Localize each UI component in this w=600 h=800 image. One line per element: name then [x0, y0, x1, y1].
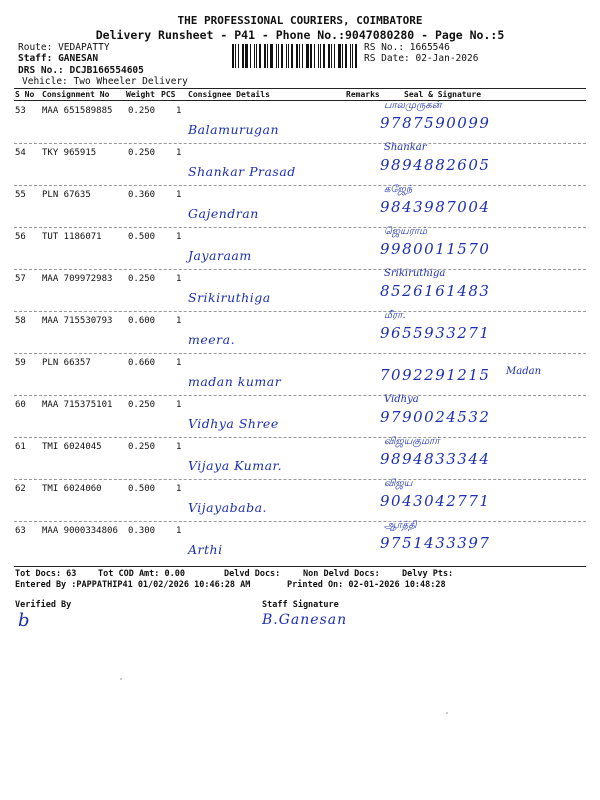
- barcode-bar: [254, 44, 255, 68]
- row-signature: கஜேந்: [384, 184, 413, 195]
- staff-line: [18, 53, 98, 64]
- row-sno: 53: [15, 106, 26, 116]
- barcode-bar: [338, 44, 341, 68]
- row-consignment-no: MAA 9000334806: [42, 526, 118, 536]
- barcode-bar: [302, 44, 303, 68]
- row-weight: 0.360: [128, 190, 156, 200]
- barcode-bar: [238, 44, 239, 68]
- row-consignment-no: PLN 67635: [42, 190, 91, 200]
- row-consignee-name: Vijayababa.: [188, 500, 268, 515]
- barcode-bar: [350, 44, 351, 68]
- row-phone: 9980011570: [380, 240, 491, 258]
- barcode-bar: [296, 44, 298, 68]
- barcode-bar: [286, 44, 287, 68]
- consignment-row: [0, 228, 600, 270]
- barcode-bar: [250, 44, 251, 68]
- consignment-row: [0, 270, 600, 312]
- entered-by: Entered By :PAPPATHIP41 01/02/2026 10:46:28 AM: [15, 580, 251, 590]
- barcode-bar: [310, 44, 312, 68]
- vehicle-label: Vehicle:: [22, 76, 68, 87]
- col-header-consignee: Consignee Details: [188, 90, 270, 99]
- row-signature: விஜயகுமார்: [384, 436, 440, 447]
- staff-signature-label: Staff Signature: [262, 600, 339, 610]
- row-phone: 9894833344: [380, 450, 491, 468]
- col-header-remarks: Remarks: [346, 90, 380, 99]
- row-pcs: 1: [176, 274, 182, 284]
- row-phone: 9843987004: [380, 198, 491, 216]
- barcode-bar: [245, 44, 248, 68]
- route-line: [18, 42, 110, 53]
- consignment-row: [0, 480, 600, 522]
- scan-speck: [120, 678, 122, 680]
- rs-no-label: RS No.:: [364, 42, 405, 53]
- rs-date-line: [364, 53, 478, 64]
- row-signature: ஜெயராம்: [384, 226, 428, 237]
- drs-label: DRS No.:: [18, 65, 64, 76]
- header-rule-bottom: [14, 100, 586, 101]
- row-phone: 7092291215: [380, 366, 491, 384]
- total-cod: Tot COD Amt: 0.00: [98, 569, 185, 579]
- row-pcs: 1: [176, 316, 182, 326]
- header-rule-top: [14, 88, 586, 89]
- staff-label: Staff:: [18, 53, 53, 64]
- non-delivered-docs: Non Delvd Docs:: [303, 569, 380, 579]
- row-sno: 54: [15, 148, 26, 158]
- row-sno: 61: [15, 442, 26, 452]
- row-signature: Srikiruthiga: [384, 268, 446, 279]
- barcode-bar: [288, 44, 289, 68]
- barcode-bar: [276, 44, 277, 68]
- row-signature: மீரா.: [384, 310, 406, 321]
- row-weight: 0.500: [128, 232, 156, 242]
- barcode-bar: [306, 44, 309, 68]
- barcode-bar: [345, 44, 347, 68]
- barcode: [232, 44, 360, 68]
- printed-on: Printed On: 02-01-2026 10:48:28: [287, 580, 446, 590]
- consignment-row: [0, 144, 600, 186]
- barcode-bar: [270, 44, 273, 68]
- row-weight: 0.250: [128, 274, 156, 284]
- staff-handwritten-signature: B.Ganesan: [262, 612, 348, 628]
- row-consignment-no: MAA 715530793: [42, 316, 113, 326]
- row-weight: 0.250: [128, 400, 156, 410]
- row-consignee-name: Vijaya Kumar.: [188, 458, 283, 473]
- route-value: VEDAPATTY: [58, 42, 110, 53]
- barcode-bar: [242, 44, 244, 68]
- row-consignment-no: MAA 651589885: [42, 106, 113, 116]
- barcode-bar: [281, 44, 283, 68]
- barcode-bar: [318, 44, 319, 68]
- row-sno: 58: [15, 316, 26, 326]
- row-consignee-name: Gajendran: [188, 206, 259, 221]
- row-pcs: 1: [176, 358, 182, 368]
- barcode-bar: [314, 44, 315, 68]
- vehicle-line: [22, 76, 188, 87]
- col-header-consignment: Consignment No: [42, 90, 110, 99]
- row-consignment-no: TMI 6024045: [42, 442, 102, 452]
- consignment-row: [0, 438, 600, 480]
- row-weight: 0.250: [128, 148, 156, 158]
- row-signature: Shankar: [384, 142, 427, 153]
- row-weight: 0.600: [128, 316, 156, 326]
- staff-value: GANESAN: [58, 53, 99, 64]
- consignment-row: [0, 102, 600, 144]
- row-sno: 57: [15, 274, 26, 284]
- row-remark: Madan: [506, 366, 542, 377]
- col-header-seal: Seal & Signature: [404, 90, 482, 99]
- row-pcs: 1: [176, 190, 182, 200]
- row-phone: 9655933271: [380, 324, 491, 342]
- barcode-bar: [232, 44, 234, 68]
- row-consignment-no: PLN 66357: [42, 358, 91, 368]
- row-consignment-no: MAA 715375101: [42, 400, 113, 410]
- drs-value: DCJB166554605: [69, 65, 144, 76]
- col-header-sno: S No: [15, 90, 35, 99]
- row-sno: 60: [15, 400, 26, 410]
- row-phone: 9043042771: [380, 492, 491, 510]
- verified-by-label: Verified By: [15, 600, 72, 610]
- row-consignment-no: TKY 965915: [42, 148, 97, 158]
- rs-no-line: [364, 42, 450, 53]
- row-sno: 63: [15, 526, 26, 536]
- total-docs: Tot Docs: 63: [15, 569, 77, 579]
- barcode-bar: [299, 44, 300, 68]
- scan-speck: [446, 712, 448, 714]
- barcode-bar: [328, 44, 330, 68]
- row-consignment-no: MAA 709972983: [42, 274, 113, 284]
- barcode-bar: [320, 44, 321, 68]
- row-weight: 0.660: [128, 358, 156, 368]
- row-consignee-name: meera.: [188, 332, 236, 347]
- row-consignee-name: Srikiruthiga: [188, 290, 271, 305]
- consignment-row: [0, 186, 600, 228]
- barcode-bar: [264, 44, 266, 68]
- row-pcs: 1: [176, 148, 182, 158]
- delivered-docs: Delvd Docs:: [224, 569, 281, 579]
- row-weight: 0.500: [128, 484, 156, 494]
- barcode-bar: [352, 44, 353, 68]
- row-pcs: 1: [176, 526, 182, 536]
- row-weight: 0.250: [128, 442, 156, 452]
- row-sno: 62: [15, 484, 26, 494]
- consignment-row: [0, 354, 600, 396]
- row-phone: 8526161483: [380, 282, 491, 300]
- barcode-bar: [323, 44, 325, 68]
- row-consignment-no: TUT 1186071: [42, 232, 102, 242]
- barcode-bar: [278, 44, 279, 68]
- row-pcs: 1: [176, 442, 182, 452]
- row-phone: 9790024532: [380, 408, 491, 426]
- row-consignee-name: Vidhya Shree: [188, 416, 279, 431]
- barcode-bar: [334, 44, 335, 68]
- row-sno: 59: [15, 358, 26, 368]
- drs-line: [18, 65, 144, 76]
- row-weight: 0.250: [128, 106, 156, 116]
- route-label: Route:: [18, 42, 53, 53]
- row-sno: 55: [15, 190, 26, 200]
- row-pcs: 1: [176, 106, 182, 116]
- delivery-points: Delvy Pts:: [402, 569, 454, 579]
- row-weight: 0.300: [128, 526, 156, 536]
- row-signature: Vidhya: [384, 394, 419, 405]
- row-consignee-name: madan kumar: [188, 374, 282, 389]
- row-consignee-name: Balamurugan: [188, 122, 280, 137]
- consignment-row: [0, 522, 600, 564]
- barcode-bar: [267, 44, 268, 68]
- col-header-pcs: PCS: [161, 90, 176, 99]
- row-consignee-name: Shankar Prasad: [188, 164, 296, 179]
- row-phone: 9894882605: [380, 156, 491, 174]
- row-pcs: 1: [176, 484, 182, 494]
- rs-no-value: 1665546: [409, 42, 450, 53]
- barcode-bar: [342, 44, 343, 68]
- row-signature: ஆர்த்தி: [384, 520, 417, 531]
- row-consignment-no: TMI 6024060: [42, 484, 102, 494]
- consignment-row: [0, 396, 600, 438]
- company-title: THE PROFESSIONAL COURIERS, COIMBATORE: [177, 14, 423, 27]
- row-pcs: 1: [176, 232, 182, 242]
- row-consignee-name: Arthi: [188, 542, 223, 557]
- barcode-bar: [259, 44, 261, 68]
- row-signature: விஜய: [384, 478, 413, 489]
- rs-date-label: RS Date:: [364, 53, 410, 64]
- barcode-bar: [235, 44, 236, 68]
- row-consignee-name: Jayaraam: [188, 248, 252, 263]
- table-rule-bottom: [14, 566, 586, 567]
- barcode-bar: [256, 44, 257, 68]
- row-pcs: 1: [176, 400, 182, 410]
- row-phone: 9787590099: [380, 114, 491, 132]
- row-sno: 56: [15, 232, 26, 242]
- row-signature: பாலமுருகன்: [384, 100, 442, 111]
- col-header-weight: Weight: [126, 90, 155, 99]
- rs-date-value: 02-Jan-2026: [415, 53, 479, 64]
- verifier-signature: b: [18, 610, 30, 631]
- row-phone: 9751433397: [380, 534, 491, 552]
- runsheet-subtitle: Delivery Runsheet - P41 - Phone No.:9047080280 - Page No.:5: [95, 28, 505, 42]
- barcode-bar: [331, 44, 332, 68]
- consignment-row: [0, 312, 600, 354]
- barcode-bar: [291, 44, 293, 68]
- vehicle-value: Two Wheeler Delivery: [73, 76, 188, 87]
- barcode-bar: [355, 44, 357, 68]
